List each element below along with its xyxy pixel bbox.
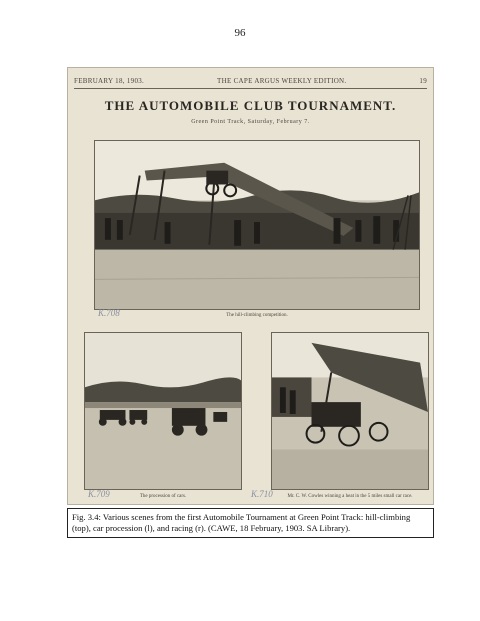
racing-photo	[271, 332, 429, 490]
archive-mark-2: K.709	[88, 489, 110, 499]
page-number: 96	[234, 27, 246, 39]
masthead-date: FEBRUARY 18, 1903.	[74, 77, 145, 85]
article-headline: THE AUTOMOBILE CLUB TOURNAMENT.	[104, 98, 397, 113]
newspaper-scan	[67, 67, 434, 505]
masthead-page: 19	[419, 77, 427, 85]
hill-climbing-photo	[94, 140, 420, 310]
hill-climbing-caption: The hill-climbing competition.	[226, 313, 288, 318]
archive-mark-1: K.708	[98, 308, 120, 318]
car-procession-caption: The procession of cars.	[139, 494, 187, 499]
racing-caption: Mr. C. W. Cowles winning a heat in the 5 miles small car race.	[287, 494, 413, 499]
car-procession-photo	[84, 332, 242, 490]
figure-caption: Fig. 3.4: Various scenes from the first Automobile Tournament at Green Point Track: hill-climbing (top), car procession (l), and racing (r). (CAWE, 18 February, 1903. SA Library).	[67, 508, 434, 538]
article-subheadline: Green Point Track, Saturday, February 7.	[191, 119, 310, 125]
masthead	[74, 74, 427, 89]
masthead-title: THE CAPE ARGUS WEEKLY EDITION.	[217, 77, 347, 85]
archive-mark-3: K.710	[251, 489, 273, 499]
